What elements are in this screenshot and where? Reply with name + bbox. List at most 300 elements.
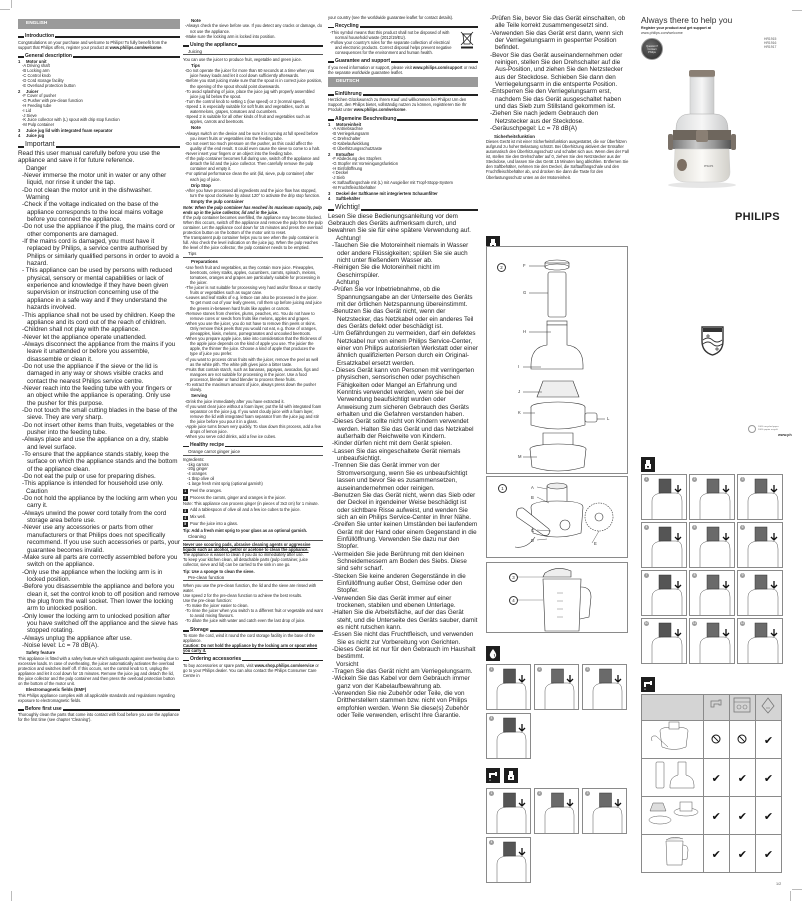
heading-bar bbox=[183, 45, 189, 47]
numbered-part bbox=[18, 133, 180, 138]
part-name: Juice jug lid with integrated foam separator bbox=[26, 128, 113, 134]
step-number: 6 bbox=[741, 525, 744, 529]
paragraph: The transparent pulp container helps you to see when the pulp container is full. Also check the level indication on the juice jug. When the pulp reaches the level of the juice collector, the pulp container needs to be emptied. bbox=[183, 235, 319, 251]
step-drawing bbox=[738, 619, 784, 665]
assembly-step bbox=[737, 522, 783, 568]
prohibited-icon bbox=[737, 734, 747, 744]
bullet bbox=[183, 188, 323, 198]
link-text[interactable]: www.philips.com/welcome bbox=[109, 44, 162, 50]
part-number: 2 bbox=[328, 151, 331, 157]
cleaning-tap-icon bbox=[641, 677, 655, 692]
part-number: 1 bbox=[18, 59, 21, 65]
check-icon: ✔ bbox=[737, 772, 747, 785]
bullet-large: -Trennen Sie das Gerät immer von der Stromversorgung, wenn Sie es unbeaufsichtigt lassen und bevor Sie es zusammensetzen, auseinandernehmen oder reinigen. bbox=[332, 462, 468, 492]
check-icon: ✔ bbox=[737, 810, 747, 823]
heading-text: Einführung bbox=[335, 90, 362, 97]
bullet-text: -For optimal performance clean the unit (lid, sieve, pulp container) after each jug of juice. bbox=[185, 171, 314, 182]
crop-mark bbox=[792, 889, 802, 890]
bullet-text: -Speed 2 is suitable for all other kinds of fruit and vegetables such as apples, carrots and beetroots. bbox=[185, 114, 310, 125]
bullet bbox=[183, 34, 323, 39]
bullet bbox=[183, 78, 323, 88]
list-item: -E Überhitzungsschutztaste bbox=[332, 145, 383, 151]
step-number: 3 bbox=[586, 791, 589, 795]
recipe-step bbox=[183, 507, 323, 513]
header-cell bbox=[729, 695, 755, 721]
part-label: H bbox=[523, 329, 527, 334]
bullet-large: -Prüfen Sie vor Inbetriebnahme, ob die Spannungsangabe an der Unterseite des Geräts mit der örtlichen Netzspannung übereinstimmt. bbox=[332, 286, 473, 308]
recipe-step bbox=[183, 488, 323, 494]
bullet bbox=[183, 171, 323, 181]
bullet-large: -Always disconnect the appliance from the mains if you leave it unattended or before you assemble, disassemble or clean it. bbox=[22, 340, 176, 363]
bullet-large: -Do not use the appliance if the sieve or the lid is damaged in any way or shows visible cracks and contact the nearest Philips service centre. bbox=[22, 362, 164, 385]
assembly-step bbox=[689, 474, 735, 520]
part-cell bbox=[642, 835, 704, 873]
header-cell bbox=[755, 695, 781, 721]
part-label: F bbox=[523, 263, 526, 268]
cover-url[interactable]: www.philips.com/welcome bbox=[641, 31, 683, 35]
bullet-large: -Do not touch the small cutting blades in the base of the sieve. They are very sharp. bbox=[22, 406, 178, 422]
heading-text: Before first use bbox=[25, 705, 62, 712]
step-drawing bbox=[583, 789, 628, 835]
recycled-paper-note bbox=[748, 425, 779, 433]
bullet-large: -This appliance shall not be used by children. Keep the appliance and its cord out of the reach of children. bbox=[22, 311, 175, 326]
paragraph bbox=[328, 65, 478, 75]
assembly-step bbox=[641, 474, 687, 520]
part-list bbox=[183, 463, 323, 488]
bullet-large: -Check if the voltage indicated on the base of the appliance corresponds to the local mains voltage before you connect the appliance. bbox=[22, 201, 164, 224]
table-header-row bbox=[642, 695, 782, 721]
step-drawing bbox=[642, 571, 688, 617]
bullet-text: -When you prepare apple juice, take into consideration that the thickness of the apple juice depends on the kind of apple you use. The juicier the apple, the thinner the juice. Choose a kind of apple that produces the type of juice you prefer. bbox=[185, 336, 322, 357]
dishwasher-icon bbox=[731, 695, 753, 715]
bullet-large: -Never use any accessories or parts from other manufacturers or that Philips does not specifically recommend. If you use such accessories or parts, your guarantee becomes invalid. bbox=[22, 524, 180, 554]
mark-cell bbox=[755, 759, 781, 797]
list-item: -C Drehschalter bbox=[332, 135, 361, 141]
recipe-step bbox=[183, 521, 323, 527]
bullet-text: -Fruits that contain starch, such as bananas, papayas, avocados, figs and mangoes are not suitable for processing in the juicer. Use a food processor, blender or hand blender to process these fruits. bbox=[185, 366, 319, 382]
mark-cell bbox=[703, 721, 729, 759]
part-name: Deckel der Saftkanne mit integriertem Schaumfilter bbox=[336, 191, 438, 197]
heading-text: Important bbox=[25, 141, 55, 149]
heading-rule bbox=[363, 94, 478, 96]
mark-cell bbox=[729, 721, 755, 759]
pre-clean-step bbox=[582, 664, 627, 710]
bullet-large: -Do not insert other items than fruits, vegetables or the pusher into the feeding tube. bbox=[22, 421, 174, 436]
bullet-text: -When you use the juicer, you do not have to remove thin peels or skins. Only remove thick peels that you would not eat, e.g. those of oranges, pineapples, kiwis, melons, pomegranates and uncooked beetroots. bbox=[185, 320, 317, 337]
text-segment: To buy accessories or spare parts, visit bbox=[183, 662, 255, 668]
pusher-and-lid-illustration bbox=[644, 759, 700, 791]
link-text[interactable]: www.shop.philips.com/service bbox=[254, 662, 315, 668]
step-number: 9 bbox=[741, 573, 744, 577]
check-icon: ✔ bbox=[763, 734, 774, 747]
assembly-step bbox=[737, 570, 783, 616]
section-heading bbox=[18, 706, 180, 712]
bullet-large: -Before you disassemble the appliance and before you clean it, set the control knob to off position and remove the plug from the wall socket. Then lower the locking arm to unlocked position. bbox=[22, 583, 180, 613]
bullet-text: -To dilute the juice with water and catch even the last drop of juice. bbox=[185, 618, 306, 624]
bullet-large: -Noise level: Lc = 78 dB(A). bbox=[22, 641, 99, 649]
philips-wordmark: PHILIPS bbox=[735, 211, 780, 223]
bullet-text: -Leaves and leaf stalks of e.g. lettuce can also be processed in the juicer. To get most out of your leafy greens, roll them up before juicing and juice the greens in-between hard fruits like apples or carrots. bbox=[185, 295, 322, 311]
list-item: -K Juice collector with (L) spout with drip stop function bbox=[22, 117, 120, 123]
bullet-text: -If you want to process citrus fruits with the juicer, remove the peel as well as the white pith. The white pith gives juice a bitter taste. bbox=[185, 356, 319, 367]
link-text[interactable]: www.philips.com/welcome bbox=[353, 107, 406, 113]
step-drawing bbox=[738, 475, 784, 521]
heading-text: General description bbox=[25, 52, 72, 59]
note-heading: Tips bbox=[191, 62, 200, 68]
language-label: DEUTSCH bbox=[336, 78, 360, 84]
step-text: Peel the oranges. bbox=[190, 487, 223, 493]
step-drawing bbox=[690, 571, 736, 617]
section-heading bbox=[18, 141, 180, 149]
part-list bbox=[328, 157, 478, 191]
step-text: Pour the juice into a glass. bbox=[190, 520, 239, 526]
list-item: -B Verriegelungsarm bbox=[332, 131, 370, 137]
juicer-glyph bbox=[641, 457, 655, 472]
text-segment: or go to your Philips dealer. You can also contact the Philips Consumer Care Centre in bbox=[183, 662, 319, 679]
bullet bbox=[183, 367, 323, 382]
paragraph: When you use the pre-clean function, the lid and the sieve are rinsed with water. bbox=[183, 582, 317, 593]
language-header bbox=[18, 19, 180, 29]
column-english-1 bbox=[18, 17, 180, 723]
part-label: J bbox=[518, 389, 521, 394]
assembly-step bbox=[737, 618, 783, 664]
bullet-large: -If the mains cord is damaged, you must have it replaced by Philips, a service centre authorised by Philips or similarly qualified persons in order to avoid a hazard. bbox=[22, 238, 179, 268]
note-heading: Empty the pulp container bbox=[191, 199, 244, 205]
list-item: -M Fruchtfleischbehälter bbox=[332, 185, 376, 191]
assembly-step bbox=[641, 522, 687, 568]
table-row bbox=[642, 797, 782, 835]
bullet-large: -Do not use the appliance if the plug, the mains cord or other components are damaged. bbox=[22, 223, 175, 238]
list-item: -C Control knob bbox=[22, 73, 51, 79]
bullet bbox=[183, 336, 323, 356]
bullet bbox=[183, 608, 323, 618]
heading-bar bbox=[183, 446, 189, 448]
check-icon: ✔ bbox=[711, 848, 721, 861]
step-number: 2 bbox=[184, 496, 187, 501]
bullet-large: -Verwenden Sie nie Zubehör oder Teile, die von Drittherstellern stammen bzw. nicht von Philips empfohlen werden. Wenn Sie diese(s) Zubehör oder Teile verwenden, erlischt Ihre Garantie. bbox=[332, 690, 469, 720]
step-drawing bbox=[487, 665, 532, 711]
model-number: HR1915 bbox=[764, 37, 777, 41]
text-segment: . bbox=[161, 44, 163, 50]
list-item: -G Stopfer mit Vorreinigungsfunktion bbox=[332, 160, 398, 166]
footer-url: www.ph bbox=[778, 433, 792, 437]
part-cell bbox=[642, 721, 704, 759]
crop-mark bbox=[0, 9, 10, 10]
bullet bbox=[328, 30, 478, 40]
callout-number: 3 bbox=[509, 573, 518, 582]
step-number: 4 bbox=[184, 515, 187, 520]
bullet-text: -Do not exert too much pressure on the pusher, as this could affect the quality of the end result. It could even cause the sieve to come to a halt. bbox=[185, 140, 320, 151]
step-number: 4 bbox=[490, 716, 493, 720]
list-item: -K Saftauffangschale mit (L) mit Ausgießer mit Tropf-Stopp-System bbox=[332, 180, 453, 186]
bullet-text: -After you have processed all ingredients and the juice flow has stopped, turn the spout clockwise by about 120° to activate the drip stop function. bbox=[185, 188, 321, 199]
note-heading: Electromagnetic fields (EMF) bbox=[26, 687, 87, 693]
cleaning-table bbox=[641, 694, 782, 873]
step-number: 1 bbox=[490, 667, 493, 671]
list-item: -D Cord storage facility bbox=[22, 78, 64, 83]
paragraph: The appliance is easier to clean if you do so immediately after use. bbox=[183, 552, 304, 558]
bullet bbox=[183, 68, 323, 78]
subsection-heading: Tips bbox=[183, 251, 323, 258]
bullet bbox=[183, 321, 323, 336]
mark-cell bbox=[703, 759, 729, 797]
list-item: -G Pusher with pre-clean function bbox=[22, 97, 83, 103]
bullet-large: -Tauchen Sie die Motoreinheit niemals in Wasser oder andere Flüssigkeiten; spülen Sie sie auch nicht unter fließendem Wasser ab. bbox=[332, 242, 469, 264]
paragraph: This Philips appliance complies with all applicable standards and regulations regarding exposure to electromagnetic fields. bbox=[18, 692, 175, 703]
check-icon: ✔ bbox=[737, 848, 747, 861]
bullet-large: -Benutzen Sie das Gerät nicht, wenn das Sieb oder der Deckel in irgendeiner Weise beschädigt ist oder sichtbare Risse aufweist, und wenden Sie sich an ein Philips Service-Center in Ihrer Nähe. bbox=[332, 491, 476, 521]
step-number: 12 bbox=[740, 621, 745, 625]
step-drawing bbox=[487, 838, 532, 884]
header-cell bbox=[703, 695, 729, 721]
heading-rule bbox=[210, 630, 323, 632]
assembly-step bbox=[689, 618, 735, 664]
contact-badge bbox=[641, 38, 663, 60]
paragraph: Use speed 2 for the pre-clean function to achieve the best results. bbox=[183, 592, 303, 598]
motor-drawing bbox=[487, 477, 629, 559]
cloth-icon bbox=[757, 695, 779, 715]
text-segment: . bbox=[405, 107, 407, 113]
crop-mark bbox=[11, 891, 12, 901]
pre-clean-step bbox=[534, 664, 579, 710]
juice-jug-illustration bbox=[644, 835, 700, 867]
part-name: Juice jug bbox=[26, 133, 45, 139]
model-numbers bbox=[764, 37, 776, 49]
disassembly-juicer-icon bbox=[504, 768, 518, 783]
text-segment: Herzlichen Glückwunsch zu Ihrem Kauf und willkommen bei Philips! Um den Support, den Philips bietet, vollständig nutzen zu können, registrieren Sie Ihr Produkt unter bbox=[328, 97, 467, 113]
bullet bbox=[328, 40, 478, 55]
check-icon: ✔ bbox=[763, 848, 774, 861]
part-cell bbox=[642, 797, 704, 835]
list-item: -I Deckel bbox=[332, 170, 349, 176]
bullet-text: -Use fresh fruit and vegetables, as they contain more juice. Pineapples, beetroots, celery stalks, apples, cucumbers, carrots, spinach, melons, tomatoes, oranges and grapes are particularly suitable for processing in the juicer. bbox=[185, 264, 320, 286]
heading-bar bbox=[183, 660, 189, 662]
crop-mark bbox=[792, 10, 802, 11]
step-drawing bbox=[738, 523, 784, 569]
bullet-text: -To avoid splashing of juice, place the juice jug with properly assembled juice jug lid below the spout. bbox=[185, 88, 315, 99]
bullet bbox=[183, 424, 323, 434]
bullet-large: -Always unplug the appliance after use. bbox=[22, 634, 132, 642]
disassembly-tap-icon bbox=[486, 768, 500, 783]
bullet-text: -If the pulp container becomes full during use, switch off the appliance and detach the lid and the juice collector. Then carefully remove the pulp container and empty it. bbox=[185, 156, 320, 172]
paragraph bbox=[18, 40, 180, 50]
recipe-step bbox=[183, 495, 323, 501]
note-heading: Preparations bbox=[191, 259, 218, 265]
list-item: -H Einfüllöffnung bbox=[332, 165, 363, 171]
heading-bar bbox=[18, 146, 24, 148]
part-label: A bbox=[531, 485, 534, 490]
subsection-heading: Orange carrot ginger juice bbox=[183, 449, 323, 456]
list-item: -A Driving shaft bbox=[22, 63, 50, 69]
section-heading bbox=[183, 656, 323, 662]
bullet-large: - This appliance can be used by persons with reduced physical, sensory or mental capabilities or lack of experience and knowledge if they have been given supervision or instruction concerning use of the appliance in a safe way and if they understand the hazards involved. bbox=[22, 267, 173, 312]
model-number: HR1916 bbox=[764, 41, 777, 45]
part-name: Saftbehälter bbox=[336, 196, 361, 202]
step-number: 1 bbox=[645, 477, 648, 481]
step-number: 11 bbox=[692, 621, 697, 625]
step-text: Mix well. bbox=[190, 514, 206, 520]
bullet-large: -Only lower the locking arm to unlocked position after you have switched off the appliance and the sieve has stopped rotating. bbox=[22, 612, 178, 635]
tap-icon bbox=[705, 695, 727, 715]
step-drawing bbox=[642, 475, 688, 521]
bullet-large: -Ziehen Sie nach jedem Gebrauch den Netzstecker aus der Steckdose. bbox=[490, 110, 599, 125]
tap-glyph bbox=[486, 768, 500, 783]
heading-bar bbox=[18, 56, 24, 58]
bullet bbox=[183, 382, 323, 392]
bullet-text: -When you serve cold drinks, add a few ice cubes. bbox=[185, 434, 277, 440]
exploded-drawing bbox=[487, 247, 629, 475]
bullet-large: -Tragen Sie das Gerät nicht am Verriegelungsarm. bbox=[332, 668, 473, 676]
step-number: 2 bbox=[693, 477, 696, 481]
mark-cell bbox=[755, 835, 781, 873]
heading-rule bbox=[238, 45, 323, 47]
step-number: 5 bbox=[184, 522, 187, 527]
bullet-large: -Do not clean the motor unit in the dishwasher. bbox=[22, 186, 152, 194]
cover-title: Always there to help you bbox=[641, 15, 733, 25]
step-text: Add a tablespoon of olive oil and a few ice cubes to the juice. bbox=[190, 507, 301, 513]
paragraph: To store the cord, wind it round the cord storage facility in the base of the appliance. bbox=[183, 633, 315, 644]
step-drawing bbox=[690, 619, 736, 665]
part-label: B bbox=[531, 495, 534, 500]
heading-text: Introduction bbox=[25, 33, 55, 39]
sieve-collector-pulp-container-illustration bbox=[644, 797, 700, 829]
bullet-text: -Remove stones from cherries, plums, peaches, etc. You do not have to remove cores or seeds from fruits like melons, apples and grapes. bbox=[185, 310, 315, 321]
note-heading: Note bbox=[191, 125, 201, 131]
table-row bbox=[642, 759, 782, 797]
badge-line: Contact bbox=[647, 48, 657, 51]
paragraph bbox=[183, 663, 323, 678]
list-item: -F Cover of pusher bbox=[22, 92, 57, 98]
mark-cell bbox=[729, 759, 755, 797]
part-label: L bbox=[607, 416, 610, 421]
column-english-german bbox=[328, 15, 478, 720]
language-header bbox=[328, 77, 478, 87]
bullet bbox=[183, 114, 323, 124]
bullet-large: -Do not eat the pulp or use for preparing dishes. bbox=[22, 473, 156, 481]
section-heading bbox=[328, 91, 478, 97]
text-segment: Congratulations on your purchase and welcome to Philips! To fully benefit from the support that Philips offers, register your product at bbox=[18, 39, 167, 50]
bullet-large: -Dieses Gerät ist nur für den Gebrauch im Haushalt bestimmt. bbox=[332, 646, 476, 661]
note-heading: Serving bbox=[191, 393, 208, 399]
heading-rule bbox=[55, 36, 180, 38]
bullet-text: -Follow your country's rules for the separate collection of electrical and electronic products. Correct disposal helps prevent negative consequences for the environment and human health. bbox=[330, 39, 452, 55]
bullet bbox=[183, 23, 323, 33]
part-number: 3 bbox=[328, 191, 331, 197]
list-item: -E Overload protection button bbox=[22, 82, 76, 88]
step-drawing bbox=[690, 475, 736, 521]
paragraph: Note: This appliance can process ginger (in pieces of 3x3 cm) for 1 minute. bbox=[183, 501, 319, 507]
bullet-text: -The juicer is not suitable for processing very hard and/or fibrous or starchy fruits or vegetables such as sugar cane. bbox=[185, 285, 321, 296]
bullet-text: -To extract the maximum amount of juice, always press down the pusher slowly. bbox=[185, 381, 317, 393]
bullet bbox=[183, 156, 323, 171]
link-text[interactable]: www.philips.com/support bbox=[412, 64, 463, 70]
callout-number: 1 bbox=[498, 484, 507, 493]
juice-jug-diagram bbox=[486, 562, 628, 633]
step-drawing bbox=[583, 665, 628, 711]
part-label: C bbox=[531, 528, 535, 533]
list-item: -F Abdeckung des Stopfers bbox=[332, 155, 382, 161]
bullet-large: -Wickeln Sie das Kabel vor dem Gebrauch immer ganz von der Kabelaufbewahrung ab. bbox=[332, 675, 470, 690]
section-heading bbox=[328, 23, 478, 29]
step-drawing bbox=[642, 619, 688, 665]
recycled-text: 100% papier recyclé bbox=[758, 429, 778, 431]
mark-cell bbox=[755, 797, 781, 835]
heading-text: Using the appliance bbox=[190, 41, 238, 48]
part-number: 4 bbox=[328, 196, 331, 202]
bullet-text: -Do not operate the juicer for more than 60 seconds at a time when you juice heavy loads and let it cool down sufficiently afterwards. bbox=[185, 68, 315, 79]
drop-glyph bbox=[486, 646, 500, 661]
heading-text: Healthy recipe bbox=[190, 442, 225, 449]
callout-number: 4 bbox=[509, 596, 518, 605]
product-photo-juicer bbox=[660, 68, 745, 190]
warning-heading: Achtung! bbox=[336, 234, 361, 242]
disassembly-step bbox=[534, 788, 579, 834]
subsection-heading: Cleaning bbox=[183, 534, 323, 541]
part-name: Entsafter bbox=[336, 151, 355, 157]
step-number: 8 bbox=[693, 573, 696, 577]
list-item: -A Antriebsachse bbox=[332, 126, 363, 132]
product-brand-mark: PHILIPS bbox=[704, 165, 714, 168]
heading-bar bbox=[328, 61, 334, 63]
heading-text: Wichtig! bbox=[335, 204, 360, 212]
part-number: 4 bbox=[18, 133, 21, 139]
check-icon: ✔ bbox=[711, 810, 721, 823]
part-number: 3 bbox=[18, 128, 21, 134]
mark-cell bbox=[729, 835, 755, 873]
heading-rule bbox=[63, 709, 180, 711]
subsection-heading: Juicing bbox=[183, 49, 323, 56]
bullet-text: -This symbol means that this product shall not be disposed of with normal household waste (2012/19/EU). bbox=[330, 29, 450, 40]
heading-bar bbox=[328, 27, 334, 29]
part-list bbox=[18, 64, 180, 89]
bullet-large: -Verwenden Sie das Gerät immer auf einer trockenen, stabilen und ebenen Unterlage. bbox=[332, 594, 456, 609]
note-heading: Note bbox=[191, 18, 201, 23]
part-label: E bbox=[594, 541, 597, 546]
step-number: 4 bbox=[490, 840, 493, 844]
step-drawing bbox=[487, 714, 532, 760]
callout-number: 2 bbox=[497, 263, 506, 272]
list-item: -J Sieve bbox=[22, 112, 37, 118]
bullet-large: -Children shall not play with the appliance. bbox=[22, 326, 140, 334]
paragraph bbox=[328, 97, 478, 112]
bullet-text: -Never insert your fingers or an object into the feeding tube. bbox=[185, 151, 293, 157]
step-drawing bbox=[690, 523, 736, 569]
step-drawing bbox=[642, 523, 688, 569]
assembly-step bbox=[641, 570, 687, 616]
bullet-text: -Drink the juice immediately after you have extracted it. bbox=[185, 398, 285, 404]
warning-heading: Vorsicht bbox=[336, 660, 359, 668]
exploded-view-juicer bbox=[486, 246, 628, 474]
assembly-juicer-icon bbox=[641, 457, 655, 472]
step-number: 3 bbox=[586, 667, 589, 671]
bullet-large: -Always unwind the power cord totally from the cord storage area before use. bbox=[22, 509, 167, 525]
heading-text: Recycling bbox=[335, 23, 359, 30]
section-heading bbox=[328, 204, 478, 212]
bullet bbox=[183, 141, 323, 151]
part-name: Juicer bbox=[26, 88, 39, 94]
part-number: 1 bbox=[328, 122, 331, 128]
bullet bbox=[183, 357, 323, 367]
bullet bbox=[183, 104, 323, 114]
heading-bar bbox=[18, 709, 24, 711]
bullet bbox=[183, 434, 323, 439]
bullet-text: -Make sure the locking arm is locked into position. bbox=[185, 33, 276, 39]
tap-glyph bbox=[641, 677, 655, 692]
bullet-large: -Do not hold the appliance by the locking arm when you carry it. bbox=[22, 495, 178, 510]
step-number: 4 bbox=[645, 525, 648, 529]
step-text: Process the carrots, ginger and oranges in the juicer. bbox=[190, 494, 286, 500]
step-number: 10 bbox=[644, 621, 649, 625]
